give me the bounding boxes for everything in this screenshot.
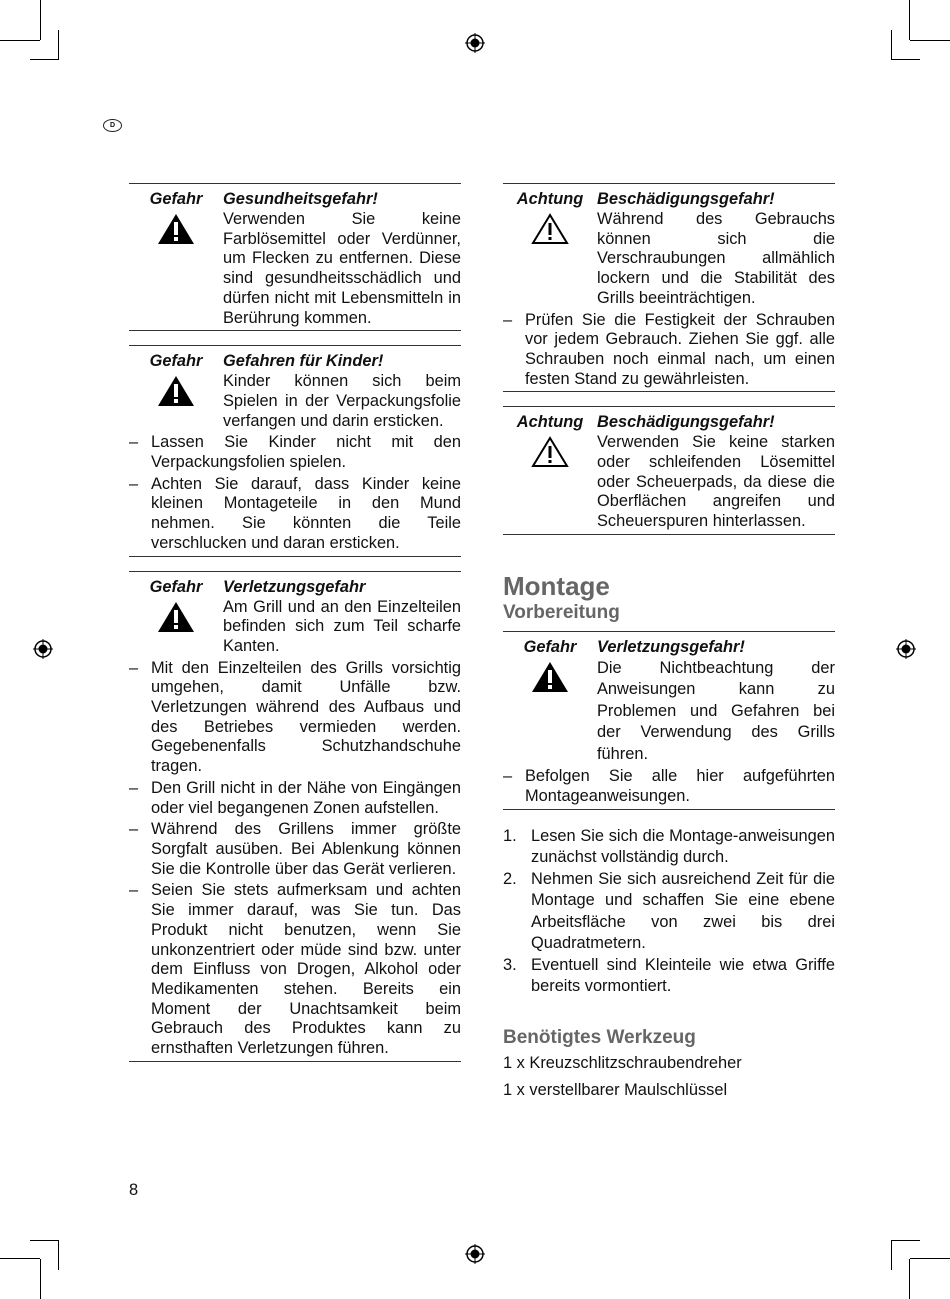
list-item: – Mit den Einzelteilen des Grills vorsichtig umgehen, damit Unfälle bzw. Verletzungen während des Aufbaus und des Betriebes vermieden werden. Gegebenenfalls Schutzhandschuhe tragen. (129, 658, 461, 776)
warning-outline-icon (531, 213, 569, 245)
list-item: – Befolgen Sie alle hier aufgeführten Montageanweisungen. (503, 767, 835, 806)
step-item: 1. Lesen Sie sich die Montage-anweisungen zunächst vollständig durch. (503, 826, 835, 867)
crop-mark (891, 1240, 920, 1241)
warning-filled-icon (157, 601, 195, 633)
crop-mark (910, 40, 950, 41)
crop-mark (30, 1240, 59, 1241)
crop-mark (40, 0, 41, 40)
warning-filled-icon (157, 375, 195, 407)
crop-mark (30, 59, 59, 60)
warning-kind: Gefahr (149, 577, 203, 596)
warning-text: Verwenden Sie keine Farblösemittel oder Verdünner, um Flecken zu entfernen. Diese sind gesundheitsschädlich und dürfen nicht mit Lebensmitteln in Berührung kommen. (223, 210, 461, 327)
warning-text: Die Nichtbeachtung der Anweisungen kann zu Problemen und Gefahren bei der Verwendung des Grills führen. (597, 658, 835, 763)
step-item: 2. Nehmen Sie sich ausreichend Zeit für die Montage und schaffen Sie eine ebene Arbeitsfläche von zwei bis drei Quadratmetern. (503, 869, 835, 953)
registration-mark-icon (896, 639, 916, 659)
list-item: – Lassen Sie Kinder nicht mit den Verpackungsfolien spielen. (129, 433, 461, 472)
warning-title: Verletzungsgefahr (223, 577, 366, 596)
crop-mark (0, 1258, 40, 1259)
warning-kind: Achtung (516, 413, 584, 432)
warning-title: Gesundheitsgefahr! (223, 190, 378, 208)
crop-mark (40, 1259, 41, 1299)
left-column (129, 183, 461, 1062)
registration-mark-icon (465, 1244, 485, 1264)
tool-item: 1 x verstellbarer Maulschlüssel (503, 1080, 728, 1099)
warning-box-health (129, 183, 461, 331)
caution-box-damage-1 (503, 183, 835, 392)
subsection-heading: Vorbereitung (503, 601, 620, 623)
warning-box-assembly (503, 631, 835, 810)
warning-text: Kinder können sich beim Spielen in der Verpackungsfolie verfangen und darin ersticken. (223, 372, 461, 430)
warning-kind: Gefahr (149, 190, 203, 208)
warning-kind: Achtung (516, 190, 584, 208)
list-item: – Den Grill nicht in der Nähe von Eingängen oder viel begangenen Zonen aufstellen. (129, 778, 461, 817)
list-item: – Während des Grillens immer größte Sorgfalt ausüben. Bei Ablenkung können Sie die Kontrolle über das Gerät verlieren. (129, 820, 461, 878)
warning-text: Während des Gebrauchs können sich die Verschraubungen allmählich lockern und die Stabilität des Grills beeinträchtigen. (597, 210, 835, 307)
list-item: – Achten Sie darauf, dass Kinder keine kleinen Montageteile in den Mund nehmen. Sie könnten die Teile verschlucken und daran ersticken. (129, 474, 461, 552)
warning-filled-icon (157, 213, 195, 245)
crop-mark (909, 0, 910, 40)
crop-mark (910, 1258, 950, 1259)
crop-mark (891, 30, 892, 60)
warning-outline-icon (531, 436, 569, 468)
crop-mark (891, 59, 920, 60)
warning-kind: Gefahr (149, 352, 203, 371)
tools-heading: Benötigtes Werkzeug (503, 1026, 696, 1048)
warning-title: Beschädigungsgefahr! (597, 413, 775, 432)
warning-title: Verletzungsgefahr! (597, 637, 745, 656)
caution-box-damage-2 (503, 406, 835, 535)
list-item: – Seien Sie stets aufmerksam und achten Sie immer darauf, was Sie tun. Das Produkt nicht benutzen, wenn Sie unkonzentriert oder müde sind bzw. unter dem Einfluss von Drogen, Alkohol oder Medikamenten stehen. Bereits ein Moment der Unachtsamkeit beim Gebrauch des Produktes kann zu ernsthaften Verletzungen führen. (129, 881, 461, 1058)
list-item: – Prüfen Sie die Festigkeit der Schrauben vor jedem Gebrauch. Ziehen Sie ggf. alle Schrauben noch einmal nach, um einen festen Stand zu gewährleisten. (503, 310, 835, 388)
right-column (503, 183, 835, 1104)
warning-title: Beschädigungsgefahr! (597, 190, 775, 208)
page-number: 8 (129, 1181, 139, 1199)
warning-text: Am Grill und an den Einzelteilen befinden sich zum Teil scharfe Kanten. (223, 597, 461, 655)
crop-mark (0, 40, 40, 41)
warning-kind: Gefahr (523, 637, 577, 656)
crop-mark (891, 1240, 892, 1270)
section-heading: Montage (503, 570, 610, 601)
warning-text: Verwenden Sie keine starken oder schleifenden Lösemittel oder Scheuerpads, da diese die Oberflächen angreifen und Scheuerspuren hinterlassen. (597, 433, 835, 531)
warning-box-injury (129, 571, 461, 1062)
crop-mark (909, 1259, 910, 1299)
registration-mark-icon (465, 33, 485, 53)
registration-mark-icon (33, 639, 53, 659)
crop-mark (58, 1240, 59, 1270)
step-item: 3. Eventuell sind Kleinteile wie etwa Griffe bereits vormontiert. (503, 955, 835, 996)
warning-title: Gefahren für Kinder! (223, 352, 384, 371)
assembly-steps (503, 826, 835, 998)
tool-item: 1 x Kreuzschlitzschraubendreher (503, 1053, 742, 1072)
crop-mark (58, 30, 59, 60)
warning-filled-icon (531, 661, 569, 693)
warning-box-children (129, 345, 461, 556)
language-badge: D (103, 119, 122, 132)
